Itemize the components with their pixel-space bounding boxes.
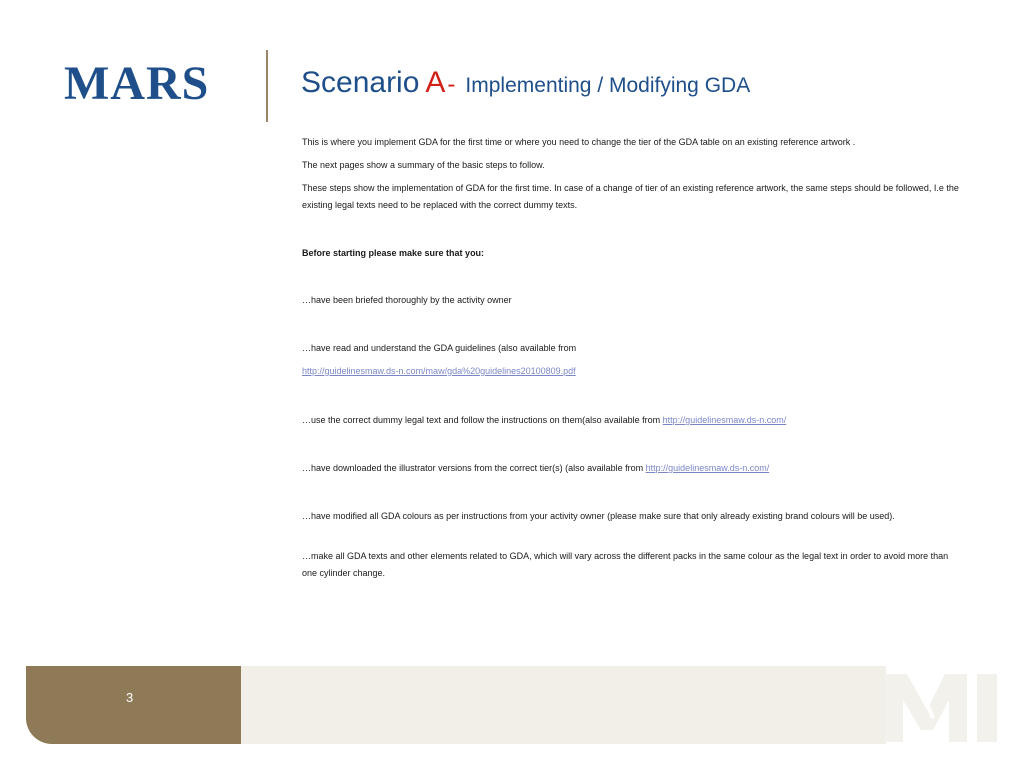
- checklist-item-illustrator-label: …have downloaded the illustrator versions from the correct tier(s) (also available from: [302, 463, 646, 473]
- intro-paragraph-3: These steps show the implementation of GDA for the first time. In case of a change of tier of an existing reference artwork, the same steps should be followed, I.e the existing legal texts need to be replaced with the correct dummy texts.: [302, 183, 959, 210]
- intro-paragraph-2: The next pages show a summary of the basic steps to follow.: [302, 160, 545, 170]
- title-dash: -: [447, 71, 456, 98]
- checklist-item-briefed: …have been briefed thoroughly by the activity owner: [302, 295, 512, 305]
- intro-paragraph-1: This is where you implement GDA for the first time or where you need to change the tier of the GDA table on an existing reference artwork .: [302, 137, 856, 147]
- title-subtitle: Implementing / Modifying GDA: [465, 74, 751, 97]
- guidelines-site-link-1[interactable]: http://guidelinesmaw.ds-n.com/: [662, 415, 787, 425]
- checklist-heading: Before starting please make sure that you:: [302, 248, 485, 258]
- logo-divider: [266, 50, 268, 122]
- page-number: 3: [126, 690, 134, 705]
- guidelines-pdf-link[interactable]: http://guidelinesmaw.ds-n.com/maw/gda%20guidelines20100809.pdf: [302, 366, 576, 376]
- checklist-item-colours: …have modified all GDA colours as per instructions from your activity owner (please make sure that only already existing brand colours will be used).: [302, 511, 895, 521]
- title-letter: A: [425, 66, 446, 99]
- slide-title: [301, 66, 750, 100]
- checklist-item-cylinder: …make all GDA texts and other elements related to GDA, which will vary across the different packs in the same colour as the legal text in order to avoid more than one cylinder change.: [302, 551, 949, 578]
- title-scenario: Scenario: [301, 66, 420, 99]
- checklist-item-dummy-text: [302, 412, 786, 429]
- mars-logo: MARS: [64, 57, 210, 110]
- m-watermark-icon: [885, 670, 1001, 742]
- checklist-item-illustrator: [302, 460, 769, 477]
- footer-page-block: [26, 666, 241, 744]
- guidelines-site-link-2[interactable]: http://guidelinesmaw.ds-n.com/: [645, 463, 770, 473]
- checklist-item-dummy-text-label: …use the correct dummy legal text and follow the instructions on them(also available from: [302, 415, 663, 425]
- checklist-item-guidelines: …have read and understand the GDA guidelines (also available from: [302, 343, 577, 353]
